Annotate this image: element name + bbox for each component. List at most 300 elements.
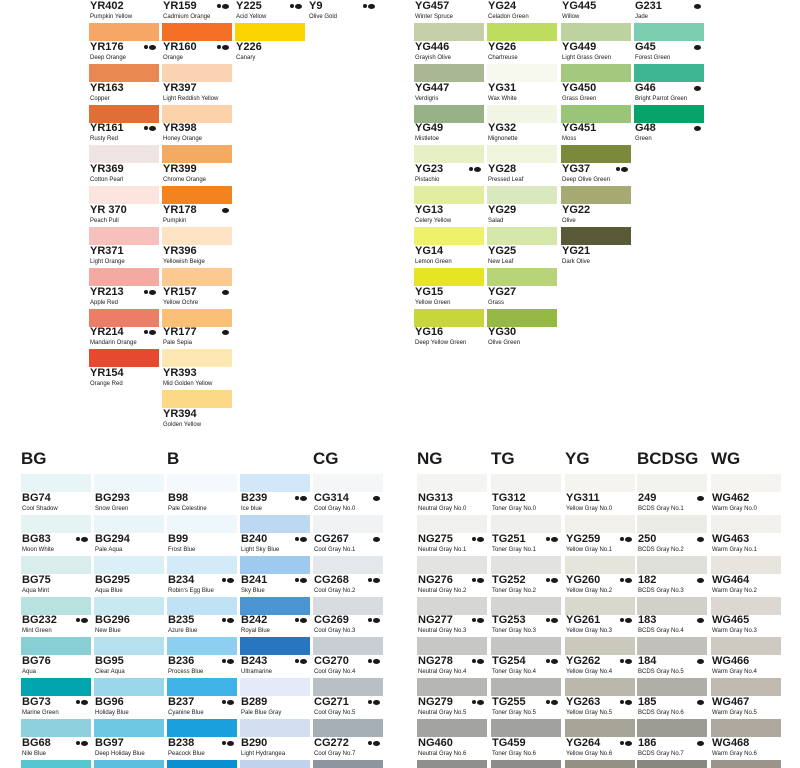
swatch-cell[interactable] — [94, 474, 164, 515]
swatch-cell[interactable] — [162, 186, 232, 227]
swatch-cell[interactable] — [711, 556, 781, 597]
broad-nib-dot-icon — [694, 45, 701, 50]
nib-type-icons — [373, 495, 380, 501]
color-code: NG276 — [418, 574, 453, 586]
broad-nib-dot-icon — [625, 659, 632, 664]
header-yg: YG — [565, 449, 590, 468]
color-name: Deep Holiday Blue — [95, 751, 145, 757]
swatch-cell[interactable] — [94, 719, 164, 760]
swatch-cell[interactable] — [21, 474, 91, 515]
swatch-cell[interactable] — [313, 556, 383, 597]
broad-nib-dot-icon — [149, 45, 156, 50]
color-code: BG95 — [95, 655, 124, 667]
color-code: BG83 — [22, 533, 51, 545]
nib-type-icons — [472, 658, 484, 664]
color-swatch — [313, 760, 383, 768]
swatch-cell[interactable] — [21, 637, 91, 678]
nib-type-icons — [546, 577, 558, 583]
swatch-cell[interactable] — [240, 637, 310, 678]
swatch-cell[interactable] — [240, 515, 310, 556]
swatch-cell[interactable] — [308, 0, 378, 23]
color-name: Verdigris — [415, 96, 439, 102]
swatch-cell[interactable] — [21, 515, 91, 556]
swatch-cell[interactable] — [491, 515, 561, 556]
nib-type-icons — [620, 658, 632, 664]
swatch-cell[interactable] — [240, 678, 310, 719]
color-code: BG294 — [95, 533, 130, 545]
swatch-cell[interactable] — [240, 556, 310, 597]
swatch-cell[interactable] — [414, 64, 484, 105]
swatch-cell[interactable] — [487, 227, 557, 268]
color-code: YR393 — [163, 367, 197, 379]
nib-type-icons — [694, 85, 701, 91]
swatch-cell[interactable] — [561, 0, 631, 23]
nib-type-icons — [620, 577, 632, 583]
fine-nib-dot-icon — [368, 741, 372, 745]
swatch-cell[interactable] — [162, 227, 232, 268]
color-name: Copper — [90, 96, 110, 102]
swatch-cell[interactable] — [89, 104, 159, 145]
color-code: YR369 — [90, 163, 124, 175]
broad-nib-dot-icon — [551, 578, 558, 583]
swatch-cell[interactable] — [491, 596, 561, 637]
color-name: Pressed Leaf — [488, 177, 524, 183]
swatch-cell[interactable] — [414, 308, 484, 349]
color-code: YG21 — [562, 245, 591, 257]
swatch-cell[interactable] — [491, 719, 561, 760]
swatch-cell[interactable] — [235, 0, 305, 23]
color-name: Ultramarine — [241, 669, 273, 675]
swatch-cell[interactable] — [414, 186, 484, 227]
color-code: YG264 — [566, 737, 601, 749]
swatch-cell[interactable] — [414, 0, 484, 23]
color-name: Azure Blue — [168, 628, 198, 634]
header-bcdsg: BCDSG — [637, 449, 699, 468]
swatch-cell[interactable] — [637, 596, 707, 637]
color-name: Winter Spruce — [415, 14, 454, 20]
swatch-cell[interactable] — [417, 556, 487, 597]
color-swatch — [565, 760, 635, 768]
color-name: Pale Celestine — [168, 506, 207, 512]
swatch-cell[interactable] — [561, 104, 631, 145]
swatch-cell[interactable] — [637, 678, 707, 719]
broad-nib-dot-icon — [697, 700, 704, 705]
swatch-cell[interactable] — [561, 186, 631, 227]
broad-nib-dot-icon — [625, 741, 632, 746]
broad-nib-dot-icon — [373, 578, 380, 583]
nib-type-icons — [697, 577, 704, 583]
swatch-cell[interactable] — [167, 719, 237, 760]
broad-nib-dot-icon — [694, 126, 701, 131]
swatch-cell[interactable] — [637, 515, 707, 556]
swatch-cell[interactable] — [414, 268, 484, 309]
color-name: Pale Blue Gray — [241, 710, 282, 716]
swatch-cell[interactable] — [487, 145, 557, 186]
color-code: G46 — [635, 82, 656, 94]
nib-type-icons — [472, 577, 484, 583]
color-name: Royal Blue — [241, 628, 271, 634]
nib-type-icons — [222, 740, 234, 746]
swatch-cell[interactable] — [711, 637, 781, 678]
color-code: WG463 — [712, 533, 750, 545]
swatch-cell[interactable] — [21, 556, 91, 597]
swatch-cell[interactable] — [561, 145, 631, 186]
swatch-cell[interactable] — [167, 515, 237, 556]
color-code: YG447 — [415, 82, 450, 94]
color-name: Yellow Green — [415, 300, 451, 306]
nib-type-icons — [295, 536, 307, 542]
fine-nib-dot-icon — [620, 537, 624, 541]
color-code: BG76 — [22, 655, 51, 667]
broad-nib-dot-icon — [477, 578, 484, 583]
color-code: NG277 — [418, 614, 453, 626]
swatch-cell[interactable] — [634, 0, 704, 23]
nib-type-icons — [620, 699, 632, 705]
swatch-cell[interactable] — [21, 719, 91, 760]
color-name: Honey Orange — [163, 136, 203, 142]
color-code: BG74 — [22, 492, 51, 504]
broad-nib-dot-icon — [81, 741, 88, 746]
swatch-cell[interactable] — [89, 349, 159, 390]
color-code: YR154 — [90, 367, 124, 379]
fine-nib-dot-icon — [472, 700, 476, 704]
color-name: Deep Olive Green — [562, 177, 611, 183]
color-name: Warm Gray No.5 — [712, 710, 757, 716]
color-name: Toner Gray No.5 — [492, 710, 537, 716]
color-name: Cool Gray No.5 — [314, 710, 356, 716]
swatch-cell[interactable] — [162, 104, 232, 145]
color-name: Light Hydrangea — [241, 751, 286, 757]
fine-nib-dot-icon — [368, 578, 372, 582]
color-name: Neutral Gray No.4 — [418, 669, 467, 675]
swatch-cell[interactable] — [637, 637, 707, 678]
swatch-cell[interactable] — [487, 268, 557, 309]
swatch-cell[interactable] — [89, 268, 159, 309]
swatch-cell[interactable] — [711, 515, 781, 556]
color-name: Toner Gray No.1 — [492, 547, 537, 553]
fine-nib-dot-icon — [295, 537, 299, 541]
color-code: YG311 — [566, 492, 600, 504]
swatch-cell[interactable] — [313, 719, 383, 760]
swatch-cell[interactable] — [711, 474, 781, 515]
nib-type-icons — [222, 329, 229, 335]
color-code: B236 — [168, 655, 195, 667]
swatch-cell[interactable] — [414, 227, 484, 268]
swatch-cell[interactable] — [162, 308, 232, 349]
swatch-cell[interactable] — [162, 145, 232, 186]
color-name: Toner Gray No.3 — [492, 628, 537, 634]
swatch-cell[interactable] — [162, 349, 232, 390]
swatch-cell[interactable] — [565, 596, 635, 637]
swatch-cell[interactable] — [167, 474, 237, 515]
color-code: 183 — [638, 614, 657, 626]
swatch-cell[interactable] — [711, 596, 781, 637]
broad-nib-dot-icon — [625, 578, 632, 583]
nib-type-icons — [290, 3, 302, 9]
swatch-cell[interactable] — [162, 23, 232, 64]
broad-nib-dot-icon — [227, 659, 234, 664]
broad-nib-dot-icon — [625, 700, 632, 705]
color-code: NG278 — [418, 655, 453, 667]
color-code: TG312 — [492, 492, 526, 504]
broad-nib-dot-icon — [474, 167, 481, 172]
color-name: Peach Pull — [90, 218, 119, 224]
broad-nib-dot-icon — [149, 290, 156, 295]
swatch-cell[interactable] — [417, 474, 487, 515]
fine-nib-dot-icon — [295, 496, 299, 500]
swatch-cell[interactable] — [94, 637, 164, 678]
swatch-cell[interactable] — [637, 474, 707, 515]
swatch-cell[interactable] — [711, 719, 781, 760]
fine-nib-dot-icon — [620, 700, 624, 704]
color-name: Pumpkin Yellow — [90, 14, 133, 20]
color-code: YG450 — [562, 82, 597, 94]
swatch-cell[interactable] — [89, 23, 159, 64]
swatch-cell[interactable] — [89, 145, 159, 186]
nib-type-icons — [222, 699, 234, 705]
swatch-cell[interactable] — [240, 474, 310, 515]
swatch-cell[interactable] — [491, 637, 561, 678]
swatch-cell[interactable] — [167, 678, 237, 719]
swatch-cell[interactable] — [565, 637, 635, 678]
broad-nib-dot-icon — [477, 659, 484, 664]
color-name: Light Orange — [90, 259, 125, 265]
color-code: BG296 — [95, 614, 130, 626]
swatch-cell[interactable] — [637, 556, 707, 597]
swatch-cell[interactable] — [167, 556, 237, 597]
color-name: Cool Gray No.3 — [314, 628, 356, 634]
nib-type-icons — [295, 577, 307, 583]
swatch-cell[interactable] — [414, 104, 484, 145]
swatch-cell[interactable] — [313, 678, 383, 719]
swatch-cell[interactable] — [89, 308, 159, 349]
swatch-cell[interactable] — [89, 64, 159, 105]
nib-type-icons — [295, 495, 307, 501]
fine-nib-dot-icon — [469, 167, 473, 171]
color-name: Acid Yellow — [236, 14, 267, 20]
fine-nib-dot-icon — [222, 700, 226, 704]
broad-nib-dot-icon — [551, 537, 558, 542]
swatch-cell[interactable] — [167, 637, 237, 678]
color-name: Warm Gray No.0 — [712, 506, 757, 512]
swatch-cell[interactable] — [491, 474, 561, 515]
header-b: B — [167, 449, 180, 468]
color-code: YG30 — [488, 326, 517, 338]
color-code: BG68 — [22, 737, 51, 749]
swatch-cell[interactable] — [417, 637, 487, 678]
swatch-cell[interactable] — [561, 23, 631, 64]
fine-nib-dot-icon — [363, 4, 367, 8]
swatch-cell[interactable] — [94, 515, 164, 556]
swatch-cell[interactable] — [487, 104, 557, 145]
color-code: CG314 — [314, 492, 349, 504]
swatch-cell[interactable] — [240, 719, 310, 760]
fine-nib-dot-icon — [144, 45, 148, 49]
nib-type-icons — [620, 617, 632, 623]
color-code: YR371 — [90, 245, 124, 257]
swatch-cell[interactable] — [94, 596, 164, 637]
color-code: 250 — [638, 533, 657, 545]
color-name: Marine Green — [22, 710, 59, 716]
swatch-cell[interactable] — [313, 596, 383, 637]
color-code: TG251 — [492, 533, 526, 545]
color-name: Green — [635, 136, 652, 142]
color-name: Cool Gray No.2 — [314, 588, 356, 594]
color-code: 184 — [638, 655, 657, 667]
color-code: YG262 — [566, 655, 601, 667]
color-code: NG275 — [418, 533, 453, 545]
swatch-cell[interactable] — [162, 390, 232, 431]
color-code: YR214 — [90, 326, 124, 338]
swatch-cell[interactable] — [162, 268, 232, 309]
fine-nib-dot-icon — [472, 578, 476, 582]
color-name: Rusty Red — [90, 136, 119, 142]
swatch-cell[interactable] — [491, 678, 561, 719]
swatch-cell[interactable] — [94, 678, 164, 719]
swatch-cell[interactable] — [417, 596, 487, 637]
nib-type-icons — [472, 699, 484, 705]
swatch-cell[interactable] — [21, 596, 91, 637]
fine-nib-dot-icon — [144, 290, 148, 294]
nib-type-icons — [222, 207, 229, 213]
color-name: Cotton Pearl — [90, 177, 124, 183]
swatch-cell[interactable] — [637, 719, 707, 760]
swatch-cell[interactable] — [487, 308, 557, 349]
swatch-cell[interactable] — [565, 678, 635, 719]
fine-nib-dot-icon — [546, 537, 550, 541]
swatch-cell[interactable] — [417, 515, 487, 556]
swatch-cell[interactable] — [634, 23, 704, 64]
broad-nib-dot-icon — [227, 700, 234, 705]
color-name: Chrome Orange — [163, 177, 207, 183]
swatch-cell[interactable] — [711, 678, 781, 719]
swatch-cell[interactable] — [565, 556, 635, 597]
color-name: Aqua Mint — [22, 588, 50, 594]
color-code: YG16 — [415, 326, 444, 338]
broad-nib-dot-icon — [300, 578, 307, 583]
broad-nib-dot-icon — [697, 741, 704, 746]
color-name: Warm Gray No.4 — [712, 669, 757, 675]
color-name: Deep Yellow Green — [415, 340, 467, 346]
swatch-cell[interactable] — [565, 719, 635, 760]
color-name: Pumpkin — [163, 218, 187, 224]
swatch-cell[interactable] — [240, 596, 310, 637]
swatch-cell[interactable] — [491, 556, 561, 597]
nib-type-icons — [469, 166, 481, 172]
color-name: Grass — [488, 300, 505, 306]
color-name: Mint Green — [22, 628, 52, 634]
swatch-cell[interactable] — [487, 23, 557, 64]
swatch-cell[interactable] — [313, 515, 383, 556]
color-code: CG269 — [314, 614, 349, 626]
color-name: Celadon Green — [488, 14, 529, 20]
swatch-cell[interactable] — [235, 23, 305, 64]
swatch-cell[interactable] — [21, 678, 91, 719]
nib-type-icons — [295, 617, 307, 623]
swatch-cell[interactable] — [565, 515, 635, 556]
color-name: BCDS Gray No.1 — [638, 506, 684, 512]
swatch-cell[interactable] — [487, 0, 557, 23]
swatch-cell[interactable] — [162, 64, 232, 105]
color-name: BCDS Gray No.2 — [638, 547, 684, 553]
color-name: Cool Gray No.7 — [314, 751, 356, 757]
swatch-cell[interactable] — [89, 227, 159, 268]
swatch-cell[interactable] — [561, 227, 631, 268]
swatch-cell[interactable] — [417, 678, 487, 719]
swatch-cell[interactable] — [634, 64, 704, 105]
color-name: Moss — [562, 136, 577, 142]
color-name: Warm Gray No.3 — [712, 628, 757, 634]
swatch-cell[interactable] — [414, 23, 484, 64]
color-name: Salad — [488, 218, 504, 224]
broad-nib-dot-icon — [697, 659, 704, 664]
color-code: WG467 — [712, 696, 750, 708]
broad-nib-dot-icon — [694, 4, 701, 9]
header-tg: TG — [491, 449, 515, 468]
nib-type-icons — [546, 658, 558, 664]
color-code: YR157 — [163, 286, 197, 298]
broad-nib-dot-icon — [697, 496, 704, 501]
color-name: Wax White — [488, 96, 517, 102]
color-code: B289 — [241, 696, 268, 708]
nib-type-icons — [76, 740, 88, 746]
broad-nib-dot-icon — [625, 618, 632, 623]
color-code: BG75 — [22, 574, 51, 586]
broad-nib-dot-icon — [551, 700, 558, 705]
color-name: New Blue — [95, 628, 121, 634]
color-name: Light Reddish Yellow — [163, 96, 219, 102]
color-code: YG32 — [488, 122, 517, 134]
color-name: Mid Golden Yellow — [163, 381, 213, 387]
swatch-cell[interactable] — [414, 145, 484, 186]
swatch-cell[interactable] — [565, 474, 635, 515]
swatch-cell[interactable] — [487, 64, 557, 105]
swatch-cell[interactable] — [89, 186, 159, 227]
color-name: Mandarin Orange — [90, 340, 137, 346]
color-name: Yellowish Beige — [163, 259, 205, 265]
color-code: CG270 — [314, 655, 349, 667]
color-name: Golden Yellow — [163, 422, 202, 428]
swatch-cell[interactable] — [561, 64, 631, 105]
color-name: New Leaf — [488, 259, 514, 265]
fine-nib-dot-icon — [620, 578, 624, 582]
swatch-cell[interactable] — [487, 186, 557, 227]
nib-type-icons — [368, 740, 380, 746]
swatch-cell[interactable] — [89, 0, 159, 23]
broad-nib-dot-icon — [551, 618, 558, 623]
fine-nib-dot-icon — [546, 618, 550, 622]
color-name: Warm Gray No.6 — [712, 751, 757, 757]
nib-type-icons — [373, 536, 380, 542]
nib-type-icons — [546, 617, 558, 623]
swatch-cell[interactable] — [634, 104, 704, 145]
fine-nib-dot-icon — [217, 4, 221, 8]
color-code: YR394 — [163, 408, 197, 420]
nib-type-icons — [217, 44, 229, 50]
color-code: Y9 — [309, 0, 323, 12]
color-code: B243 — [241, 655, 268, 667]
color-code: NG460 — [418, 737, 453, 749]
swatch-cell[interactable] — [313, 637, 383, 678]
broad-nib-dot-icon — [373, 618, 380, 623]
swatch-cell[interactable] — [417, 719, 487, 760]
nib-type-icons — [697, 740, 704, 746]
swatch-cell[interactable] — [94, 556, 164, 597]
swatch-cell[interactable] — [167, 596, 237, 637]
swatch-cell[interactable] — [313, 474, 383, 515]
color-code: B290 — [241, 737, 268, 749]
swatch-cell[interactable] — [162, 0, 232, 23]
